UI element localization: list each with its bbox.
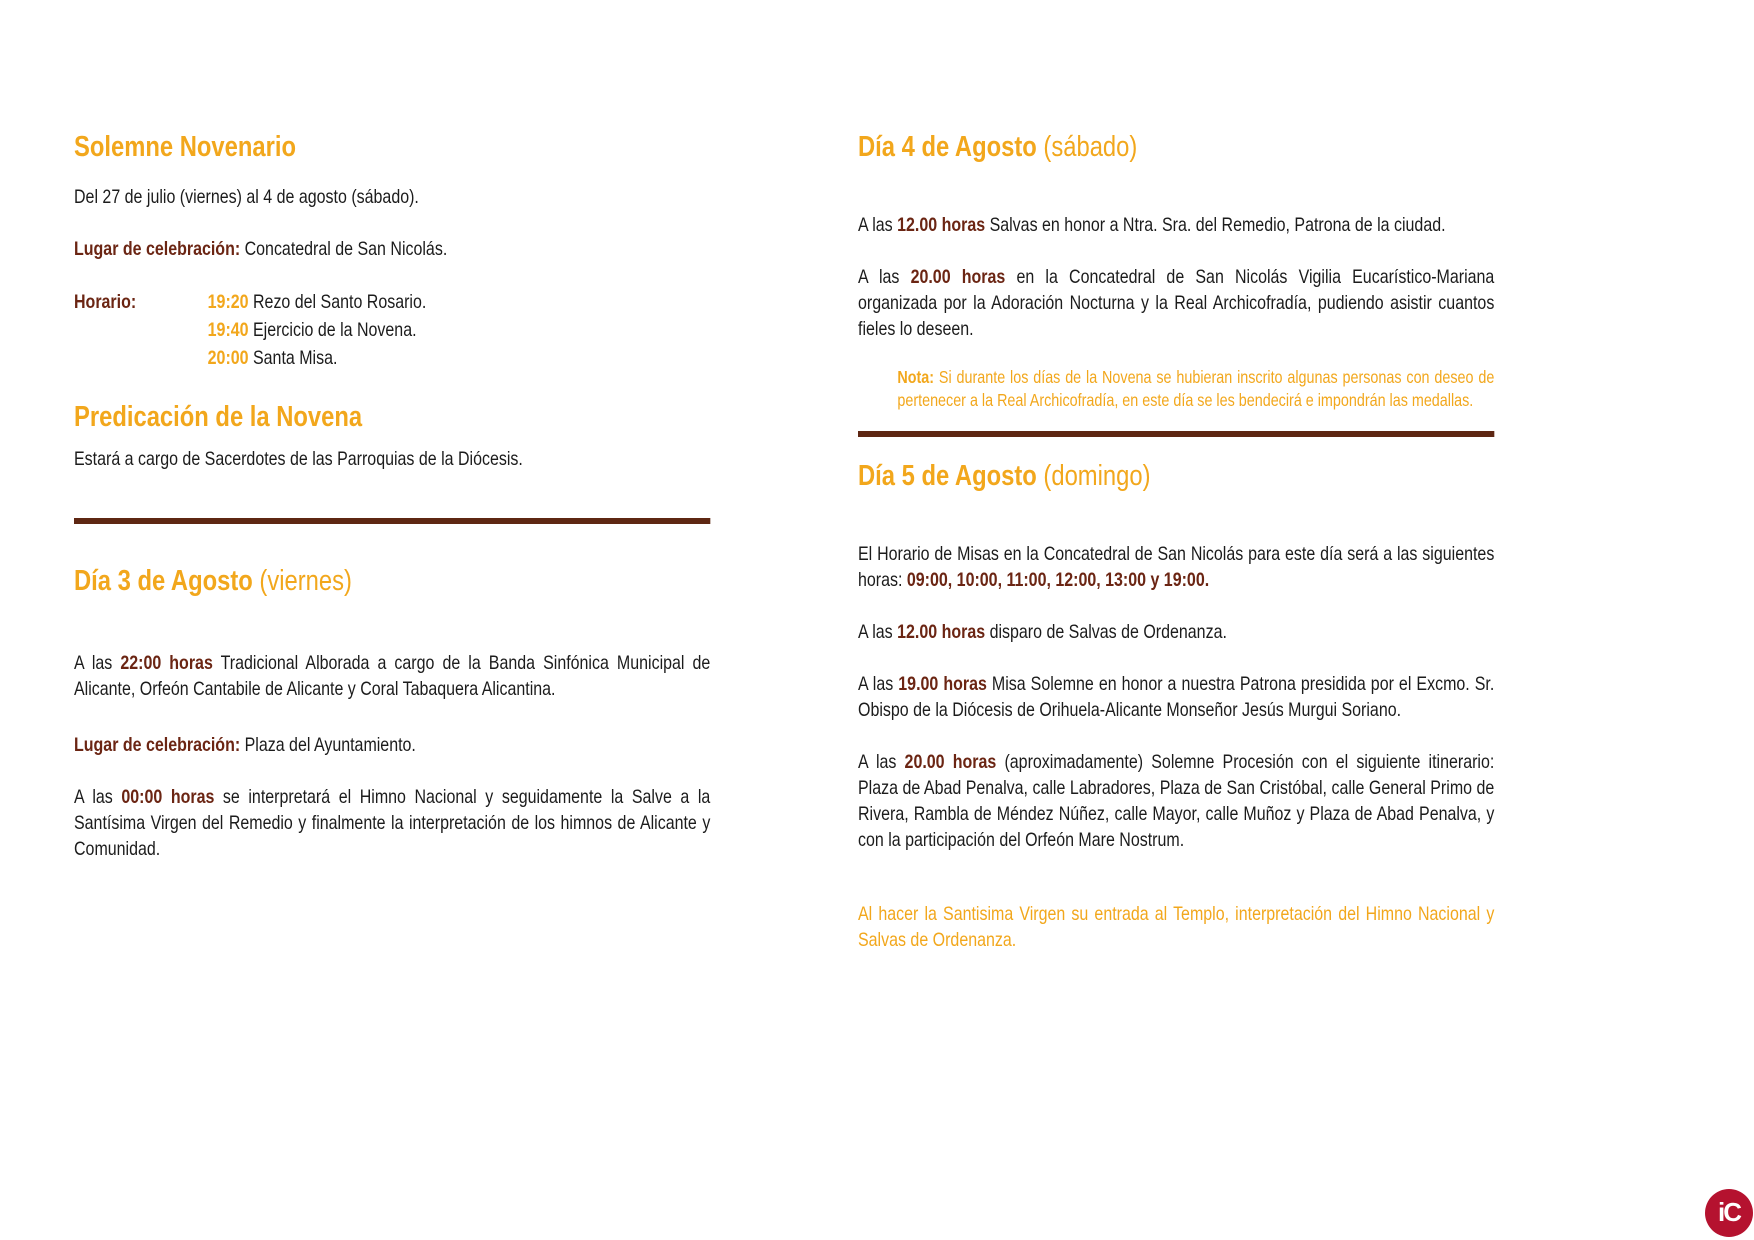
dia4-title <box>858 130 1494 164</box>
left-column-inner <box>74 130 710 862</box>
p-time: 19.00 horas <box>898 673 987 695</box>
p-text: Salvas en honor a Ntra. Sra. del Remedio, Patrona de la ciudad. <box>985 214 1446 236</box>
horario-row <box>208 288 711 316</box>
left-column <box>74 0 850 862</box>
p-text: Tradicional Alborada a cargo de la Banda Sinfónica Municipal de Alicante, Orfeón Cantabile de Alicante y Coral Tabaquera Alicantina. <box>74 652 711 700</box>
p-text: disparo de Salvas de Ordenanza. <box>985 621 1227 643</box>
p-time: 12.00 horas <box>897 214 986 236</box>
p-time: 12.00 horas <box>897 621 986 643</box>
dia4-p1 <box>858 212 1494 238</box>
lugar-label: Lugar de celebración: <box>74 734 241 756</box>
brand-logo <box>1705 1189 1753 1237</box>
p-text: Misa Solemne en honor a nuestra Patrona presidida por el Excmo. Sr. Obispo de la Diócesis de Orihuela-Alicante Monseñor Jesús Murgui Soriano. <box>858 673 1495 721</box>
right-column-inner <box>858 130 1494 953</box>
p-prefix: A las <box>858 621 898 643</box>
lugar-celebracion-novenario <box>74 236 710 262</box>
dia3-title <box>74 564 710 598</box>
p-time: 22:00 horas <box>120 652 213 674</box>
horario-row <box>208 344 711 372</box>
horario-text: Ejercicio de la Novena. <box>248 319 417 341</box>
lugar-value: Plaza del Ayuntamiento. <box>240 734 416 756</box>
closing-note: Al hacer la Santisima Virgen su entrada al Templo, interpretación del Himno Nacional y Salvas de Ordenanza. <box>858 903 1495 951</box>
p-times: 09:00, 10:00, 11:00, 12:00, 13:00 y 19:00. <box>906 569 1210 591</box>
dia3-p1 <box>74 650 710 702</box>
dia5-p1 <box>858 541 1494 593</box>
dia3-title-main: Día 3 de Agosto <box>74 565 253 597</box>
horario-time: 20:00 <box>207 347 249 369</box>
p-prefix: A las <box>858 266 911 288</box>
novenario-dates: Del 27 de julio (viernes) al 4 de agosto (sábado). <box>74 186 419 208</box>
dia3-p2 <box>74 784 710 862</box>
dia5-title-main: Día 5 de Agosto <box>858 460 1037 492</box>
p-prefix: A las <box>74 786 122 808</box>
horario-times <box>208 288 711 372</box>
dia5-p4 <box>858 749 1494 853</box>
dia5-p3 <box>858 671 1494 723</box>
p-prefix: El Horario de Misas en la Concatedral de San Nicolás para este día será a las siguientes horas: <box>858 543 1495 591</box>
dia5-title-sub: (domingo) <box>1036 460 1151 492</box>
dia5-p2 <box>858 619 1494 645</box>
p-text: se interpretará el Himno Nacional y seguidamente la Salve a la Santísima Virgen del Remedio y finalmente la interpretación de los himnos de Alicante y Comunidad. <box>74 786 711 860</box>
section-divider-right <box>858 431 1494 437</box>
dia5-title <box>858 459 1494 493</box>
p-prefix: A las <box>858 673 899 695</box>
nota <box>897 366 1494 411</box>
predicacion-title: Predicación de la Novena <box>74 401 363 433</box>
p-text: en la Concatedral de San Nicolás Vigilia Eucarístico-Mariana organizada por la Adoración Nocturna y la Real Archicofradía, pudiendo asistir cuantos fieles lo deseen. <box>858 266 1495 340</box>
nota-text: Si durante los días de la Novena se hubieran inscrito algunas personas con deseo de pertenecer a la Real Archicofradía, en este día se les bendecirá e impondrán las medallas. <box>897 367 1495 410</box>
horario-label: Horario: <box>74 291 137 313</box>
horario-row <box>208 316 711 344</box>
horario-text: Rezo del Santo Rosario. <box>248 291 427 313</box>
p-prefix: A las <box>74 652 121 674</box>
nota-label: Nota: <box>897 367 935 387</box>
dia4-title-sub: (sábado) <box>1036 131 1138 163</box>
p-time: 00:00 horas <box>121 786 215 808</box>
horario-time: 19:40 <box>207 319 249 341</box>
predicacion-text: Estará a cargo de Sacerdotes de las Parroquias de la Diócesis. <box>74 448 523 470</box>
brand-logo-text: iC <box>1718 1197 1740 1227</box>
lugar-celebracion-dia3 <box>74 732 710 758</box>
dia4-p2 <box>858 264 1494 342</box>
novenario-title: Solemne Novenario <box>74 131 297 163</box>
p-prefix: A las <box>858 751 905 773</box>
lugar-value: Concatedral de San Nicolás. <box>240 238 448 260</box>
right-column <box>858 0 1634 953</box>
horario-time: 19:20 <box>207 291 249 313</box>
horario-block <box>74 288 710 372</box>
p-prefix: A las <box>858 214 898 236</box>
dia4-title-main: Día 4 de Agosto <box>858 131 1037 163</box>
p-time: 20.00 horas <box>904 751 997 773</box>
p-text: (aproximadamente) Solemne Procesión con el siguiente itinerario: Plaza de Abad Penalva, calle Labradores, Plaza de San Cristóbal, calle General Primo de Rivera, Rambla de Méndez Núñez, calle Mayor, calle Muñoz y Plaza de Abad Penalva, y con la participación del Orfeón Mare Nostrum. <box>858 751 1495 851</box>
lugar-label: Lugar de celebración: <box>74 238 241 260</box>
section-divider-left <box>74 518 710 524</box>
p-time: 20.00 horas <box>910 266 1006 288</box>
horario-text: Santa Misa. <box>248 347 338 369</box>
dia3-title-sub: (viernes) <box>252 565 352 597</box>
